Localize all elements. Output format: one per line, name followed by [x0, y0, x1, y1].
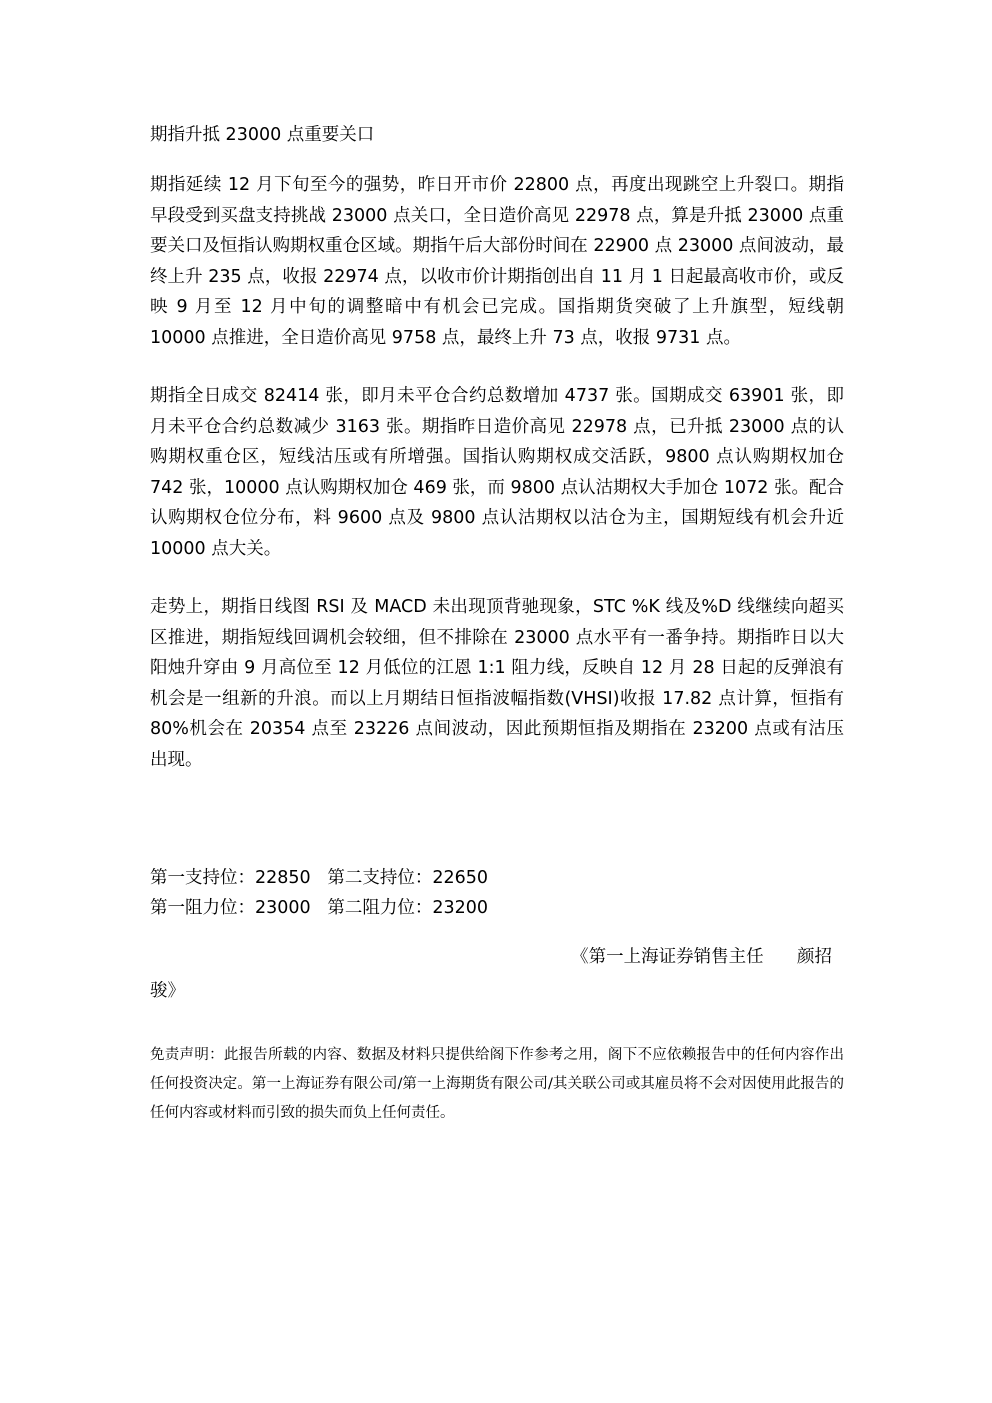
signature-line-2: 骏》 [150, 981, 185, 1001]
paragraph-market-summary: 期指延续 12 月下旬至今的强势，昨日开市价 22800 点，再度出现跳空上升裂口。期指早段受到买盘支持挑战 23000 点关口，全日造价高见 22978 点，算是升抵 23000 点重要关口及恒指认购期权重仓区域。期指午后大部份时间在 22900 点 23000 点间波动，最终上升 235 点，收报 22974 点，以收市价计期指创出自 11 月 1 日起最高收市价，或反映 9 月至 12 月中旬的调整暗中有机会已完成。国指期货突破了上升旗型，短线朝 10000 点推进，全日造价高见 9758 点，最终上升 73 点，收报 9731 点。 [150, 175, 844, 348]
signature-line-1: 《第一上海证券销售主任 颜招 [571, 947, 832, 967]
paragraph-technical-outlook: 走势上，期指日线图 RSI 及 MACD 未出现顶背驰现象，STC %K 线及%D 线继续向超买区推进，期指短线回调机会较细，但不排除在 23000 点水平有一番争持。期指昨日以大阳烛升穿由 9 月高位至 12 月低位的江恩 1:1 阻力线，反映自 12 月 28 日起的反弹浪有机会是一组新的升浪。而以上月期结日恒指波幅指数(VHSI)收报 17.82 点计算，恒指有 80%机会在 20354 点至 23226 点间波动，因此预期恒指及期指在 23200 点或有沽压出现。 [150, 597, 844, 770]
author-signature [150, 939, 844, 1011]
support-resistance-levels [150, 863, 844, 923]
document-page [150, 120, 844, 1143]
spacer [150, 803, 844, 863]
document-title: 期指升抵 23000 点重要关口 [150, 125, 375, 145]
support-levels: 第一支持位：22850 第二支持位：22650 [150, 868, 489, 888]
paragraph-volume-options: 期指全日成交 82414 张，即月未平仓合约总数增加 4737 张。国期成交 63901 张，即月未平仓合约总数减少 3163 张。期指昨日造价高见 22978 点，已升抵 23000 点的认购期权重仓区，短线沽压或有所增强。国指认购期权成交活跃，9800 点认购期权加仓 742 张，10000 点认购期权加仓 469 张，而 9800 点认沽期权大手加仓 1072 张。配合认购期权仓位分布，料 9600 点及 9800 点认沽期权以沽仓为主，国期短线有机会升近 10000 点大关。 [150, 386, 844, 559]
disclaimer: 免责声明：此报告所载的内容、数据及材料只提供给阁下作参考之用，阁下不应依赖报告中的任何内容作出任何投资决定。第一上海证券有限公司/第一上海期货有限公司/其关联公司或其雇员将不会对因使用此报告的任何内容或材料而引致的损失而负上任何责任。 [150, 1047, 844, 1121]
resistance-levels: 第一阻力位：23000 第二阻力位：23200 [150, 898, 489, 918]
